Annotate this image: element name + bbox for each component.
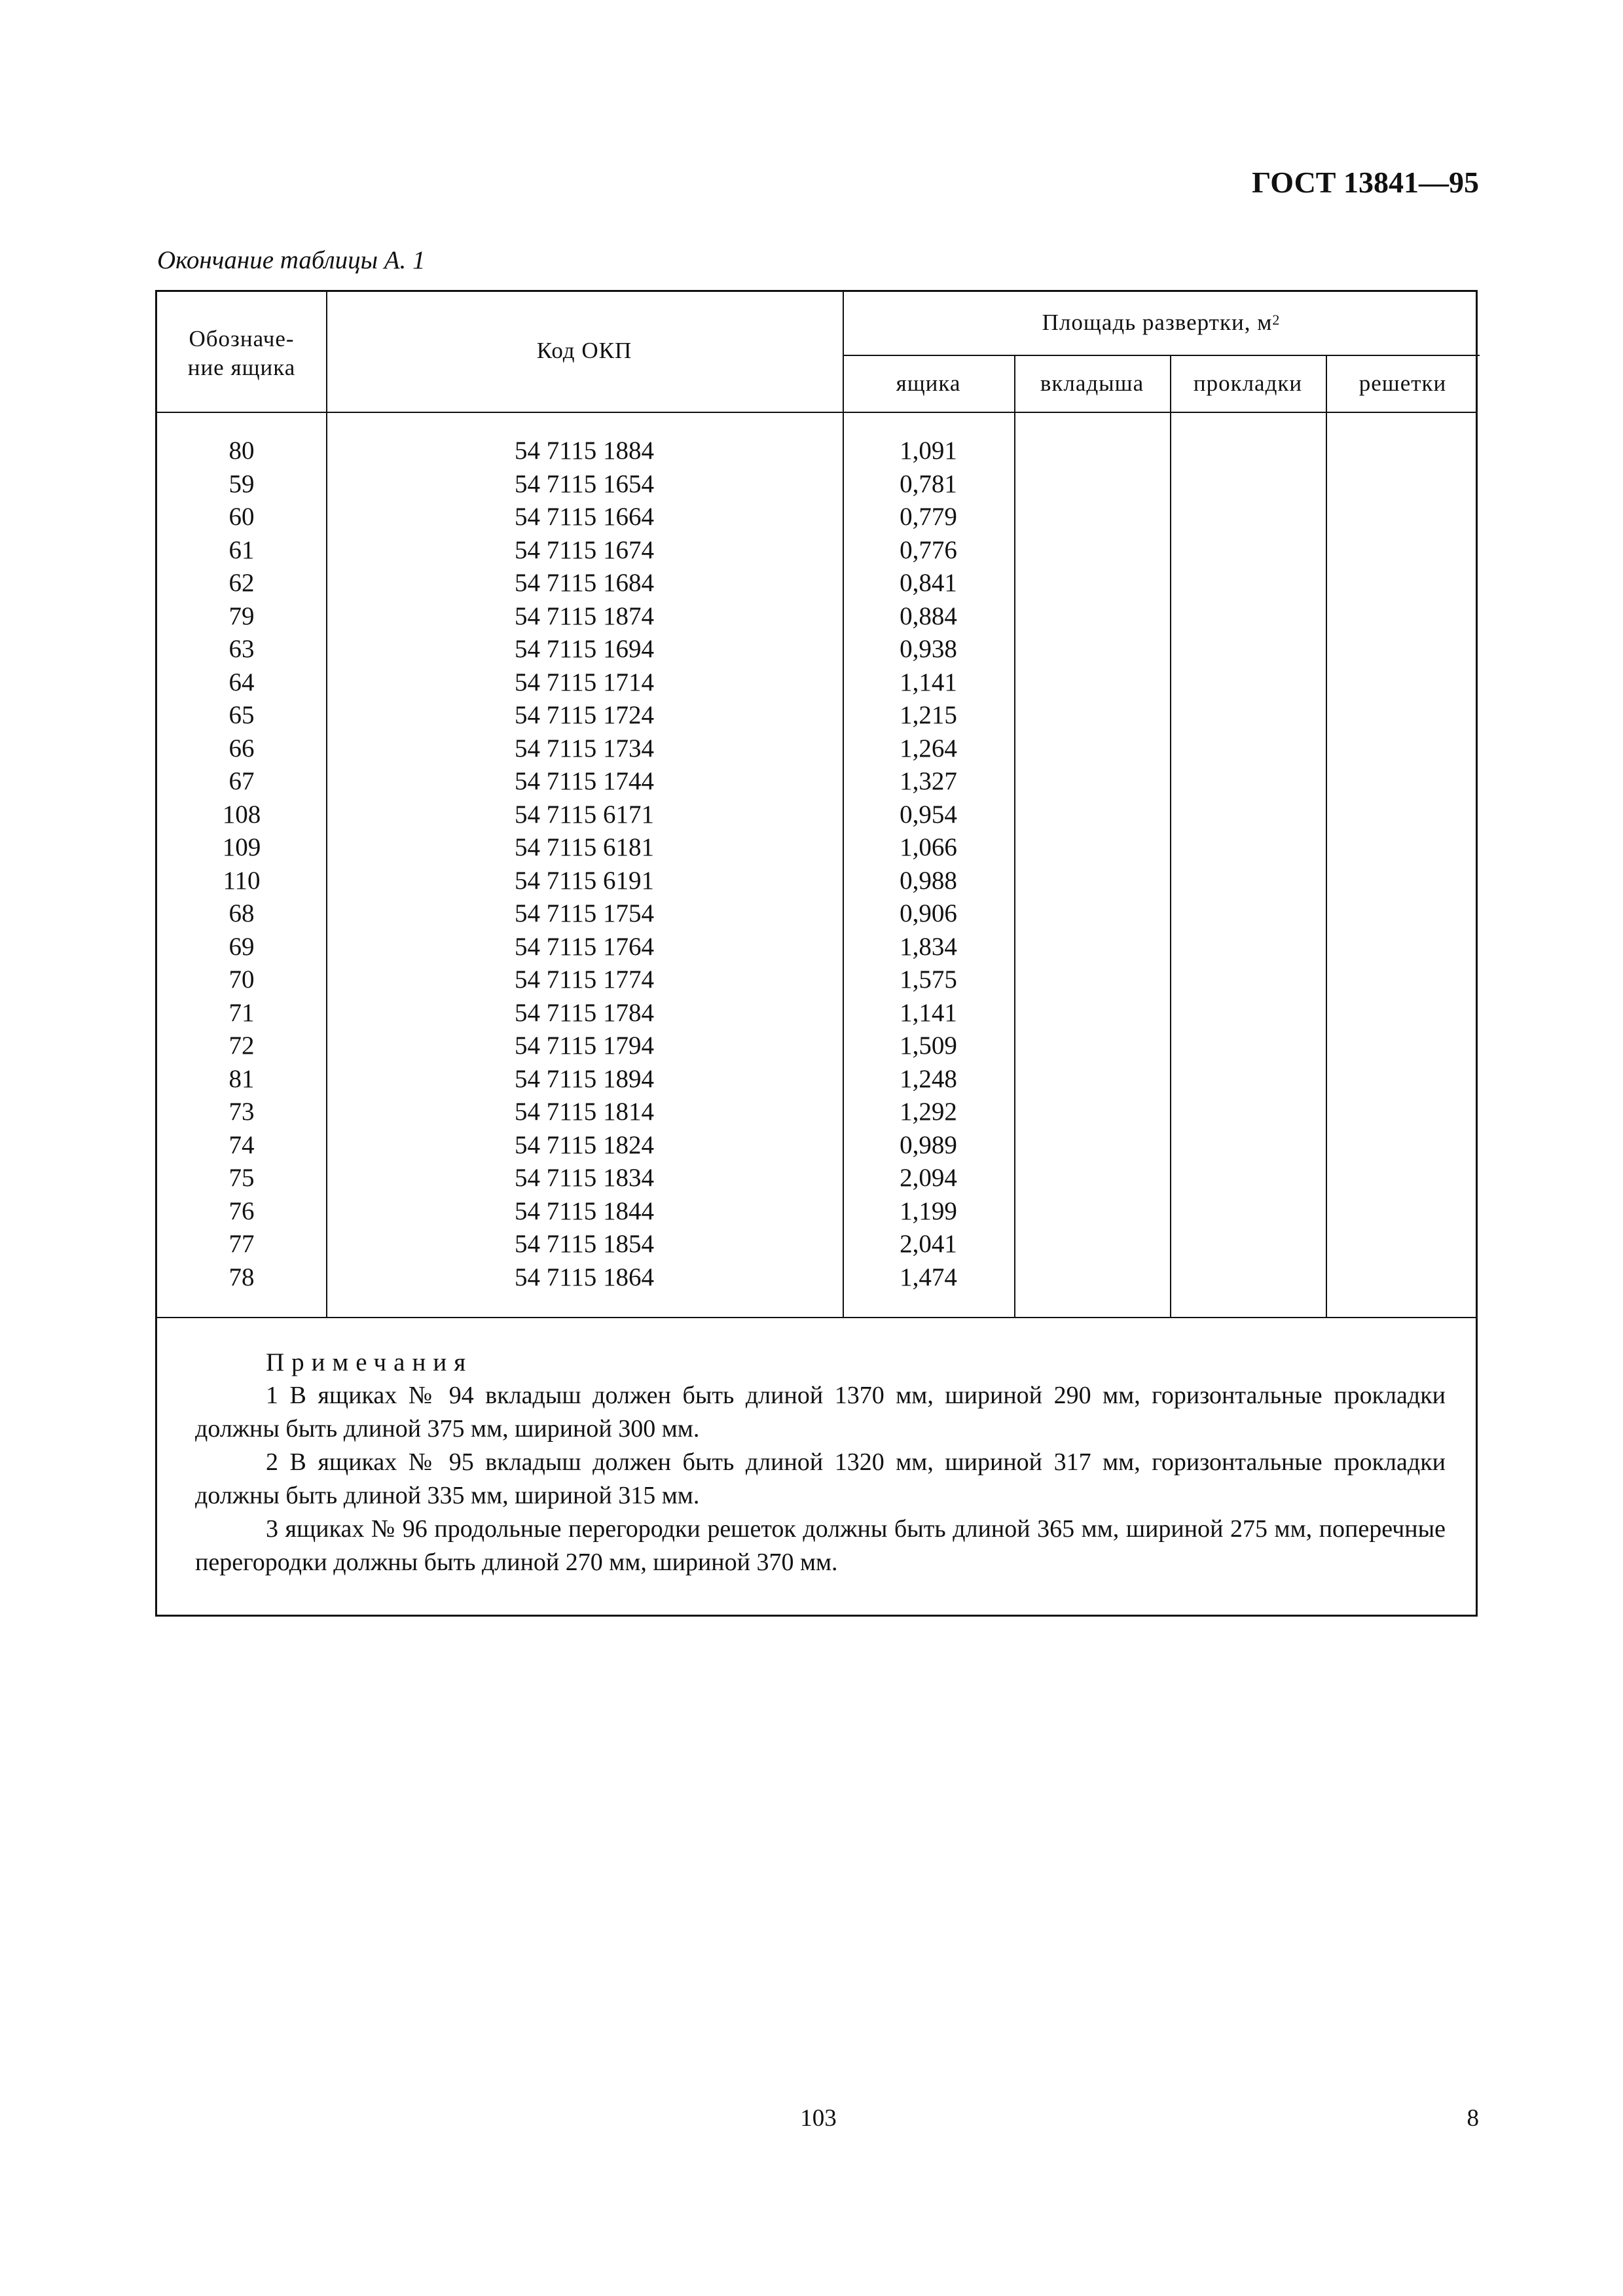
box-area-cell: 1,199 xyxy=(900,1196,957,1225)
box-area-cell: 0,988 xyxy=(900,866,957,895)
designation-cell: 78 xyxy=(228,1263,255,1291)
box-area-cell: 0,989 xyxy=(900,1130,957,1159)
box-area-cell: 0,776 xyxy=(900,535,957,564)
okp-code-cell: 54 7115 1764 xyxy=(514,932,655,961)
box-area-cell: 1,474 xyxy=(900,1263,957,1291)
okp-code-cell: 54 7115 1894 xyxy=(514,1064,655,1093)
designation-cell: 62 xyxy=(228,569,255,597)
designation-cell: 65 xyxy=(228,701,255,729)
okp-code-cell: 54 7115 6181 xyxy=(514,833,655,861)
designation-cell: 66 xyxy=(228,734,255,762)
okp-code-cell: 54 7115 1674 xyxy=(514,535,655,564)
note-item-1: 1 В ящиках № 94 вкладыш должен быть длиной 1370 мм, шириной 290 мм, горизонтальные прокладки должны быть длиной 375 мм, шириной 300 мм. xyxy=(195,1382,1446,1443)
document-code: ГОСТ 13841—95 xyxy=(1252,166,1479,199)
box-area-cell: 1,141 xyxy=(900,998,957,1027)
okp-code-cell: 54 7115 1654 xyxy=(514,469,655,498)
table-caption: Окончание таблицы А. 1 xyxy=(157,246,426,274)
designation-cell: 108 xyxy=(222,800,261,829)
note-item-3: 3 ящиках № 96 продольные перегородки решеток должны быть длиной 365 мм, шириной 275 мм, поперечные перегородки должны быть длиной 270 мм, шириной 370 мм. xyxy=(195,1515,1446,1576)
okp-code-cell: 54 7115 6171 xyxy=(514,800,655,829)
okp-code-cell: 54 7115 1734 xyxy=(514,734,655,762)
box-area-cell: 0,954 xyxy=(900,800,957,829)
notes-title: Примечания xyxy=(266,1348,473,1376)
page-number: 103 xyxy=(800,2105,837,2132)
okp-code-cell: 54 7115 1884 xyxy=(514,437,655,465)
designation-cell: 74 xyxy=(228,1130,255,1159)
okp-code-cell: 54 7115 1724 xyxy=(514,701,655,729)
designation-cell: 77 xyxy=(228,1230,255,1258)
okp-code-cell: 54 7115 1824 xyxy=(514,1130,655,1159)
okp-code-cell: 54 7115 1794 xyxy=(514,1031,655,1060)
designation-cell: 109 xyxy=(222,833,261,861)
okp-code-cell: 54 7115 1664 xyxy=(514,503,655,531)
header-okp-code: Код ОКП xyxy=(536,338,632,363)
notes-section xyxy=(195,1346,1446,1579)
designation-cell: 64 xyxy=(228,668,255,696)
box-area-cell: 1,834 xyxy=(900,932,957,961)
designation-cell: 67 xyxy=(228,767,255,795)
header-liner: вкладыша xyxy=(1040,370,1144,396)
okp-code-cell: 54 7115 1834 xyxy=(514,1164,655,1192)
okp-code-cell: 54 7115 1784 xyxy=(514,998,655,1027)
header-subdivider xyxy=(843,355,1480,356)
okp-code-column xyxy=(326,435,843,1294)
box-area-cell: 2,094 xyxy=(900,1164,957,1192)
box-area-cell: 0,781 xyxy=(900,469,957,498)
header-pad: прокладки xyxy=(1193,370,1303,396)
okp-code-cell: 54 7115 1854 xyxy=(514,1230,655,1258)
designation-cell: 73 xyxy=(228,1098,255,1126)
designation-cell: 70 xyxy=(228,965,255,994)
okp-code-cell: 54 7115 1874 xyxy=(514,601,655,630)
box-area-cell: 0,938 xyxy=(900,635,957,663)
designation-cell: 59 xyxy=(228,469,255,498)
designation-cell: 75 xyxy=(228,1164,255,1192)
box-area-cell: 1,248 xyxy=(900,1064,957,1093)
okp-code-cell: 54 7115 1744 xyxy=(514,767,655,795)
box-area-cell: 1,575 xyxy=(900,965,957,994)
header-designation: Обозначе- ние ящика xyxy=(187,326,296,380)
header-box: ящика xyxy=(896,370,961,396)
header-bottom-line xyxy=(157,412,1476,413)
designation-cell: 61 xyxy=(228,535,255,564)
col-divider xyxy=(1170,355,1171,1317)
designation-cell: 79 xyxy=(228,601,255,630)
box-area-cell: 0,779 xyxy=(900,503,957,531)
designation-cell: 110 xyxy=(223,866,261,895)
box-area-cell: 1,141 xyxy=(900,668,957,696)
designation-cell: 72 xyxy=(228,1031,255,1060)
box-area-cell: 0,906 xyxy=(900,899,957,927)
sheet-number: 8 xyxy=(1467,2105,1479,2132)
box-area-cell: 1,264 xyxy=(900,734,957,762)
designation-cell: 63 xyxy=(228,635,255,663)
header-area xyxy=(843,308,1480,337)
okp-code-cell: 54 7115 1714 xyxy=(514,668,655,696)
okp-code-cell: 54 7115 1864 xyxy=(514,1263,655,1291)
box-area-cell: 1,292 xyxy=(900,1098,957,1126)
box-area-cell: 0,841 xyxy=(900,569,957,597)
box-area-cell: 1,215 xyxy=(900,701,957,729)
designation-cell: 69 xyxy=(228,932,255,961)
header-area-unit-sup: 2 xyxy=(1272,312,1281,328)
okp-code-cell: 54 7115 1684 xyxy=(514,569,655,597)
okp-code-cell: 54 7115 1774 xyxy=(514,965,655,994)
designation-cell: 81 xyxy=(228,1064,255,1093)
box-area-cell: 1,509 xyxy=(900,1031,957,1060)
designation-cell: 60 xyxy=(228,503,255,531)
designation-cell: 80 xyxy=(228,437,255,465)
box-area-column xyxy=(843,435,1014,1294)
okp-code-cell: 54 7115 1814 xyxy=(514,1098,655,1126)
note-item-2: 2 В ящиках № 95 вкладыш должен быть длиной 1320 мм, шириной 317 мм, горизонтальные прокладки должны быть длиной 335 мм, шириной 315 мм. xyxy=(195,1448,1446,1509)
header-area-label: Площадь развертки, м xyxy=(1042,310,1273,335)
designation-cell: 71 xyxy=(228,998,255,1027)
col-divider xyxy=(1014,355,1015,1317)
okp-code-cell: 54 7115 1844 xyxy=(514,1196,655,1225)
box-area-cell: 2,041 xyxy=(900,1230,957,1258)
designation-column xyxy=(157,435,326,1294)
box-area-cell: 1,066 xyxy=(900,833,957,861)
okp-code-cell: 54 7115 6191 xyxy=(514,866,655,895)
box-area-cell: 1,327 xyxy=(900,767,957,795)
header-grid: решетки xyxy=(1359,370,1447,396)
col-divider xyxy=(1326,355,1327,1317)
okp-code-cell: 54 7115 1694 xyxy=(514,635,655,663)
box-area-cell: 1,091 xyxy=(900,437,957,465)
designation-cell: 76 xyxy=(228,1196,255,1225)
data-table xyxy=(155,290,1478,1617)
okp-code-cell: 54 7115 1754 xyxy=(514,899,655,927)
notes-separator xyxy=(157,1317,1476,1318)
designation-cell: 68 xyxy=(228,899,255,927)
box-area-cell: 0,884 xyxy=(900,601,957,630)
